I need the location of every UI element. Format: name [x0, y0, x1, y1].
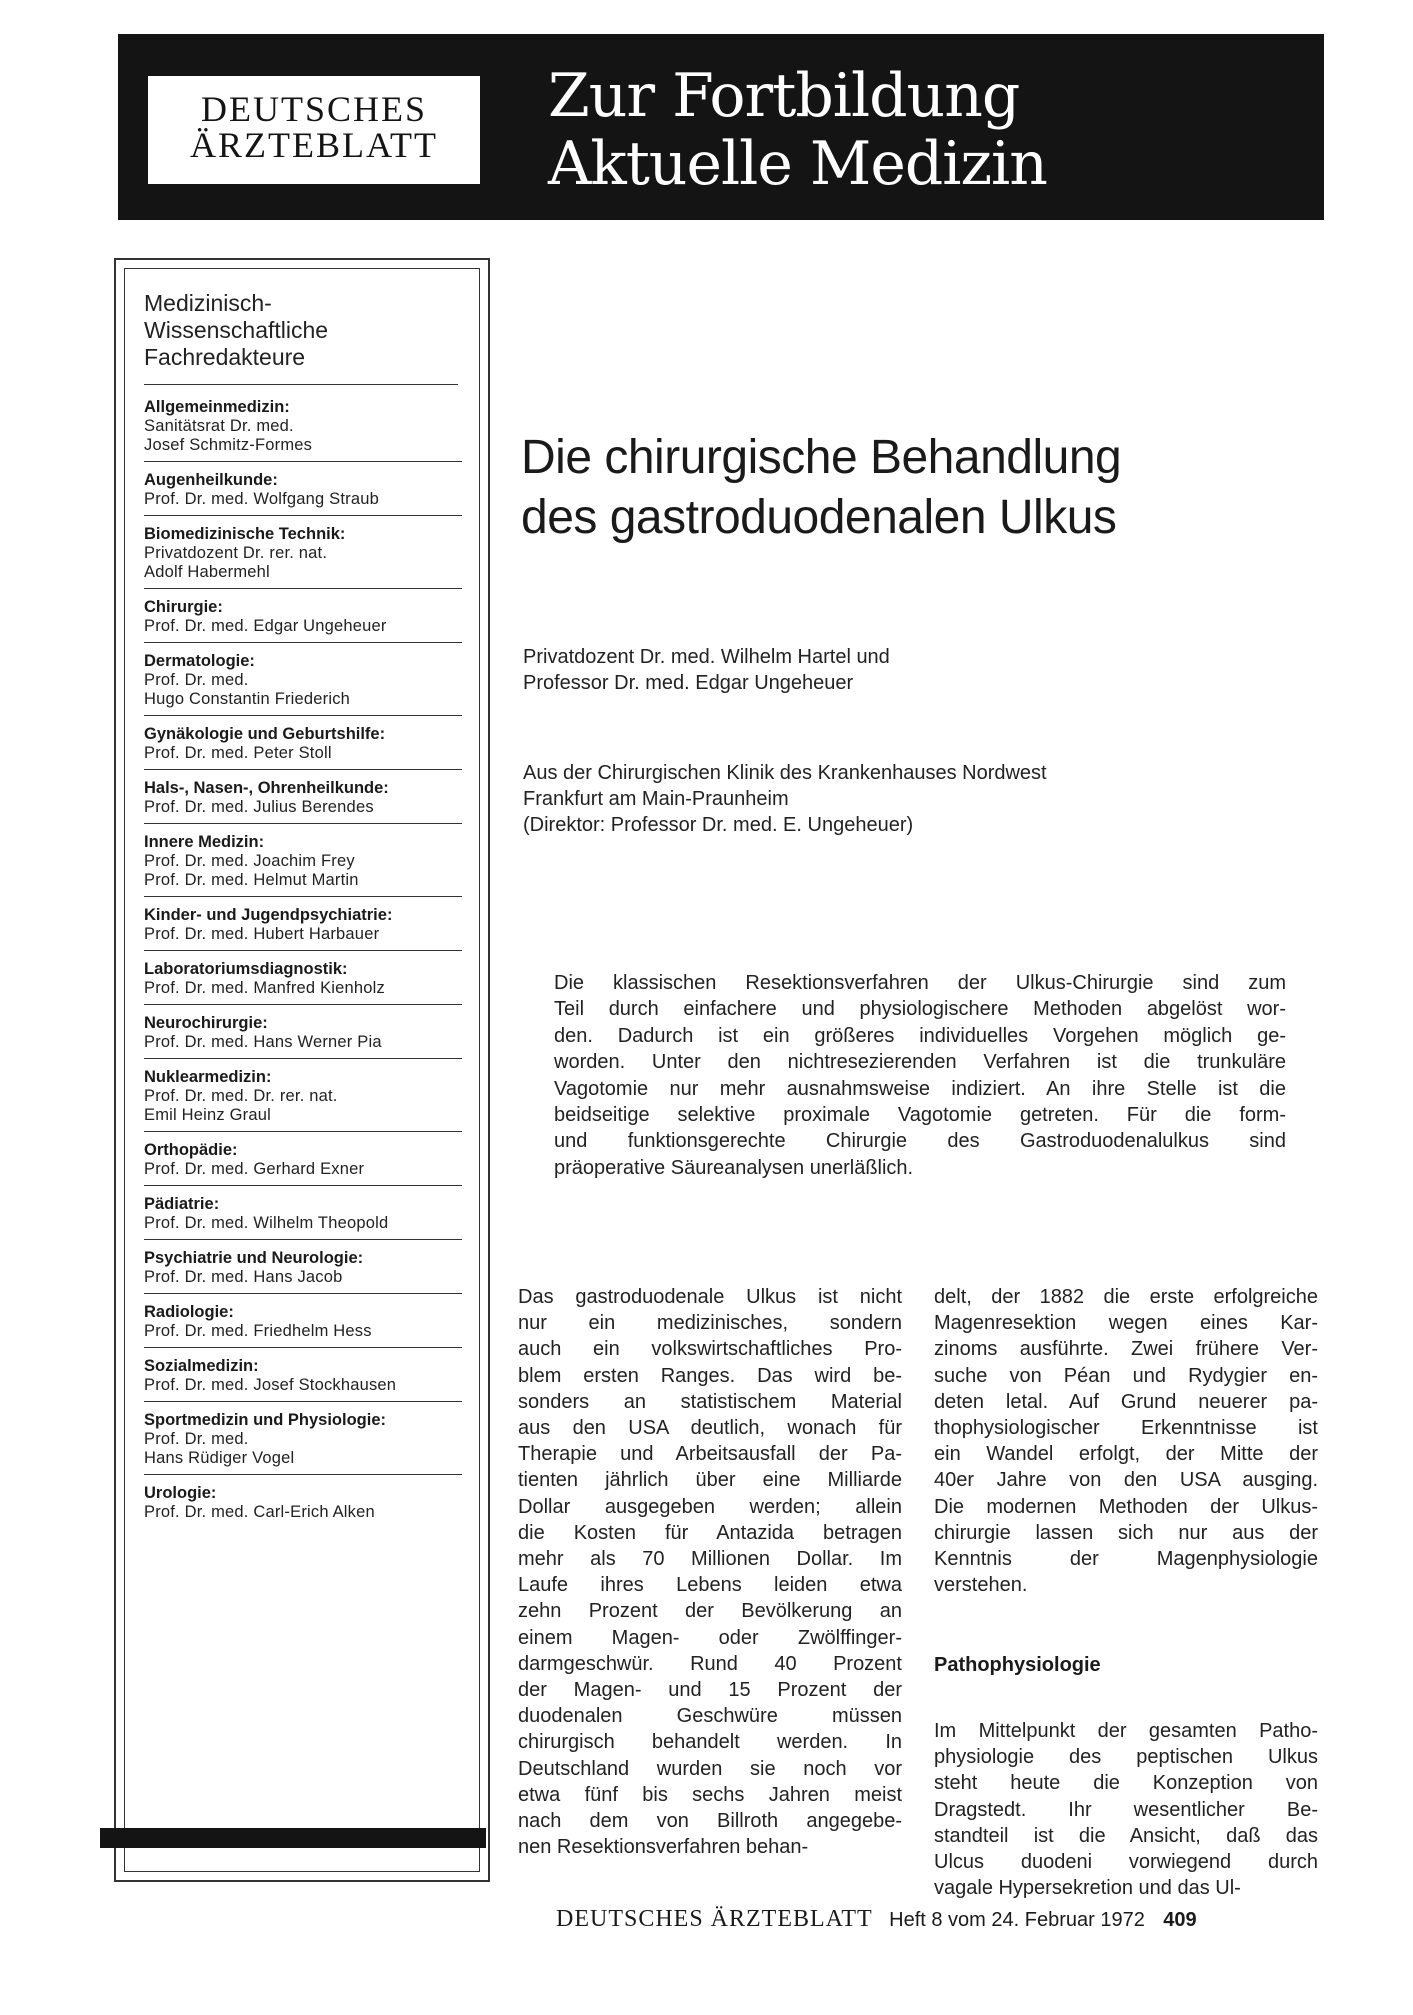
affiliation-line: Frankfurt am Main-Praunheim — [523, 788, 789, 810]
abstract-line: und funktionsgerechte Chirurgie des Gastroduodenalulkus sind — [554, 1130, 1286, 1153]
editor-entry — [144, 723, 462, 770]
abstract-line: Die klassischen Resektionsverfahren der Ulkus-Chirurgie sind zum — [554, 972, 1286, 994]
editor-entry — [144, 523, 462, 589]
editor-entry — [144, 596, 462, 643]
editor-name: Prof. Dr. med. Helmut Martin — [144, 871, 359, 889]
editor-field: Innere Medizin: — [144, 833, 265, 851]
body-text-line: einem Magen- oder Zwölffinger- — [518, 1626, 902, 1649]
body-text-line: physiologie des peptischen Ulkus — [934, 1746, 1318, 1769]
editor-list — [144, 396, 462, 1535]
body-text-line: thophysiologischer Erkenntnisse ist — [934, 1417, 1318, 1440]
page-footer — [556, 1906, 1197, 1933]
sidebar-heading-line: Fachredakteure — [144, 344, 306, 370]
editor-field: Gynäkologie und Geburtshilfe: — [144, 725, 386, 743]
section-subtitle: Aktuelle Medizin — [548, 129, 1047, 199]
editor-entry — [144, 469, 462, 516]
body-text-line: zehn Prozent der Bevölkerung an — [518, 1600, 902, 1623]
sidebar-heading-line: Wissenschaftliche — [144, 317, 329, 343]
editor-entry — [144, 650, 462, 716]
body-text-line: chirurgie lassen sich nur aus der — [934, 1521, 1318, 1544]
body-text-line: ein Wandel erfolgt, der Mitte der — [934, 1443, 1318, 1466]
abstract-line: präoperative Säureanalysen unerläßlich. — [554, 1156, 914, 1179]
editor-field: Neurochirurgie: — [144, 1014, 268, 1032]
editor-name: Hans Rüdiger Vogel — [144, 1449, 295, 1467]
sidebar-heading-line: Medizinisch- — [144, 290, 272, 316]
body-text-line: nur ein medizinisches, sondern — [518, 1312, 902, 1335]
editor-field: Nuklearmedizin: — [144, 1068, 272, 1086]
editor-name: Privatdozent Dr. rer. nat. — [144, 544, 328, 562]
editor-entry — [144, 396, 462, 462]
affiliation-line: Aus der Chirurgischen Klinik des Krankenhauses Nordwest — [523, 762, 1047, 784]
body-text-line: Deutschland wurden sie noch vor — [518, 1757, 902, 1780]
body-text-line: Das gastroduodenale Ulkus ist nicht — [518, 1286, 902, 1308]
body-column-right-continued — [934, 1718, 1318, 1901]
editor-name: Prof. Dr. med. Edgar Ungeheuer — [144, 617, 387, 635]
body-text-line: 40er Jahre von den USA ausging. — [934, 1469, 1318, 1492]
editor-entry — [144, 1482, 462, 1528]
article-title-line: des gastroduodenalen Ulkus — [521, 491, 1117, 544]
body-text-line: darmgeschwür. Rund 40 Prozent — [518, 1652, 902, 1675]
body-text-line: auch ein volkswirtschaftliches Pro- — [518, 1338, 902, 1361]
editor-name: Prof. Dr. med. — [144, 671, 249, 689]
editor-name: Josef Schmitz-Formes — [144, 436, 313, 454]
logo-line: DEUTSCHES — [200, 89, 428, 129]
body-text-line: suche von Péan und Rydygier en- — [934, 1364, 1318, 1387]
body-text-line: chirurgisch behandelt werden. In — [518, 1731, 902, 1754]
editor-entry — [144, 1139, 462, 1186]
body-text-line: Im Mittelpunkt der gesamten Patho- — [934, 1720, 1318, 1742]
journal-logo — [148, 76, 480, 184]
editor-field: Sozialmedizin: — [144, 1357, 259, 1375]
article-title-line: Die chirurgische Behandlung — [521, 431, 1122, 484]
editor-name: Hugo Constantin Friederich — [144, 690, 351, 708]
editor-name: Prof. Dr. med. Hans Werner Pia — [144, 1033, 382, 1051]
editor-field: Laboratoriumsdiagnostik: — [144, 960, 348, 978]
editor-field: Augenheilkunde: — [144, 471, 278, 489]
editors-sidebar — [114, 258, 490, 1882]
article-authors — [523, 644, 890, 696]
body-text-line: Therapie und Arbeitsausfall der Pa- — [518, 1443, 902, 1466]
body-text-line: duodenalen Geschwüre müssen — [518, 1705, 902, 1728]
body-text-line: Dragstedt. Ihr wesentlicher Be- — [934, 1798, 1318, 1821]
editor-field: Chirurgie: — [144, 598, 223, 616]
page-number: 409 — [1163, 1909, 1197, 1931]
editor-name: Prof. Dr. med. Dr. rer. nat. — [144, 1087, 338, 1105]
body-text-line: steht heute die Konzeption von — [934, 1772, 1318, 1795]
body-text-line: tienten jährlich über eine Milliarde — [518, 1469, 902, 1492]
footer-issue: Heft 8 vom 24. Februar 1972 — [889, 1909, 1145, 1931]
abstract-line: beidseitige selektive proximale Vagotomie getreten. Für die form- — [554, 1104, 1286, 1127]
editor-name: Prof. Dr. med. Peter Stoll — [144, 744, 332, 762]
editor-name: Emil Heinz Graul — [144, 1106, 271, 1124]
editor-field: Psychiatrie und Neurologie: — [144, 1249, 364, 1267]
editor-name: Prof. Dr. med. Carl-Erich Alken — [144, 1503, 375, 1521]
body-text-line: deten letal. Auf Grund neuerer pa- — [934, 1390, 1318, 1413]
article-affiliation — [523, 760, 1047, 838]
body-text-line: etwa fünf bis sechs Jahren meist — [518, 1783, 902, 1806]
editor-name: Prof. Dr. med. Hans Jacob — [144, 1268, 343, 1286]
editor-name: Prof. Dr. med. Friedhelm Hess — [144, 1322, 372, 1340]
editor-entry — [144, 1409, 462, 1475]
editor-field: Dermatologie: — [144, 652, 255, 670]
body-text-line: Kenntnis der Magenphysiologie — [934, 1548, 1318, 1571]
body-text-line: vagale Hypersekretion und das Ul- — [934, 1877, 1241, 1900]
editor-field: Hals-, Nasen-, Ohrenheilkunde: — [144, 779, 389, 797]
body-text-line: blem ersten Ranges. Das wird be- — [518, 1364, 902, 1387]
editor-field: Sportmedizin und Physiologie: — [144, 1411, 387, 1429]
abstract-line: Teil durch einfachere und physiologischere Methoden abgelöst wor- — [554, 998, 1286, 1021]
body-column-right — [934, 1284, 1318, 1598]
editor-entry — [144, 1355, 462, 1402]
author-line: Privatdozent Dr. med. Wilhelm Hartel und — [523, 646, 890, 668]
abstract-line: worden. Unter den nichtresezierenden Verfahren ist die trunkuläre — [554, 1051, 1286, 1074]
body-text-line: delt, der 1882 die erste erfolgreiche — [934, 1286, 1318, 1308]
editor-name: Prof. Dr. med. Julius Berendes — [144, 798, 374, 816]
sidebar-footer-bar — [100, 1828, 486, 1848]
body-text-line: verstehen. — [934, 1574, 1028, 1597]
article-abstract — [554, 970, 1286, 1181]
author-line: Professor Dr. med. Edgar Ungeheuer — [523, 672, 854, 694]
body-text-line: Dollar ausgegeben werden; allein — [518, 1495, 902, 1518]
body-text-line: zinoms ausführte. Zwei frühere Ver- — [934, 1338, 1318, 1361]
body-text-line: nach dem von Billroth angegebe- — [518, 1810, 902, 1833]
editor-name: Prof. Dr. med. Joachim Frey — [144, 852, 355, 870]
body-text-line: Laufe ihres Lebens leiden etwa — [518, 1574, 902, 1597]
editor-entry — [144, 777, 462, 824]
abstract-line: Vagotomie nur mehr ausnahmsweise indiziert. An ihre Stelle ist die — [554, 1077, 1286, 1100]
editor-entry — [144, 1193, 462, 1240]
editor-name: Prof. Dr. med. — [144, 1430, 249, 1448]
editor-entry — [144, 1066, 462, 1132]
editor-entry — [144, 1301, 462, 1348]
editor-field: Biomedizinische Technik: — [144, 525, 346, 543]
editor-entry — [144, 958, 462, 1005]
section-title: Zur Fortbildung — [548, 61, 1020, 131]
editor-entry — [144, 831, 462, 897]
affiliation-line: (Direktor: Professor Dr. med. E. Ungeheuer) — [523, 814, 914, 836]
editor-name: Prof. Dr. med. Hubert Harbauer — [144, 925, 380, 943]
editor-name: Prof. Dr. med. Wolfgang Straub — [144, 490, 379, 508]
editor-field: Urologie: — [144, 1484, 217, 1502]
sidebar-heading — [144, 290, 444, 371]
editor-field: Pädiatrie: — [144, 1195, 220, 1213]
body-text-line: sonders an statistischem Material — [518, 1390, 902, 1413]
divider — [144, 384, 458, 385]
body-text-line: mehr als 70 Millionen Dollar. Im — [518, 1548, 902, 1571]
editor-name: Adolf Habermehl — [144, 563, 270, 581]
editor-name: Sanitätsrat Dr. med. — [144, 417, 294, 435]
editor-field: Orthopädie: — [144, 1141, 238, 1159]
logo-line: ÄRZTEBLATT — [190, 125, 438, 165]
article-title — [521, 428, 1281, 548]
editor-entry — [144, 1247, 462, 1294]
editor-field: Kinder- und Jugendpsychiatrie: — [144, 906, 393, 924]
footer-journal: DEUTSCHES ÄRZTEBLATT — [556, 1906, 873, 1932]
editor-name: Prof. Dr. med. Gerhard Exner — [144, 1160, 365, 1178]
body-text-line: Magenresektion wegen eines Kar- — [934, 1312, 1318, 1335]
body-text-line: Ulcus duodeni vorwiegend durch — [934, 1851, 1318, 1874]
body-text-line: die Kosten für Antazida betragen — [518, 1521, 902, 1544]
body-text-line: nen Resektionsverfahren behan- — [518, 1836, 809, 1859]
masthead — [118, 34, 1324, 220]
editor-name: Prof. Dr. med. Josef Stockhausen — [144, 1376, 397, 1394]
abstract-line: den. Dadurch ist ein größeres individuelles Vorgehen möglich ge- — [554, 1024, 1286, 1047]
body-text-line: aus den USA deutlich, wonach für — [518, 1417, 902, 1440]
body-text-line: Die modernen Methoden der Ulkus- — [934, 1495, 1318, 1518]
editor-field: Radiologie: — [144, 1303, 234, 1321]
body-text-line: der Magen- und 15 Prozent der — [518, 1679, 902, 1702]
editor-field: Allgemeinmedizin: — [144, 398, 290, 416]
editor-entry — [144, 1012, 462, 1059]
editor-name: Prof. Dr. med. Manfred Kienholz — [144, 979, 385, 997]
body-column-left — [518, 1284, 902, 1860]
section-heading: Pathophysiologie — [934, 1654, 1101, 1676]
editor-name: Prof. Dr. med. Wilhelm Theopold — [144, 1214, 389, 1232]
editor-entry — [144, 904, 462, 951]
body-text-line: standteil ist die Ansicht, daß das — [934, 1824, 1318, 1847]
